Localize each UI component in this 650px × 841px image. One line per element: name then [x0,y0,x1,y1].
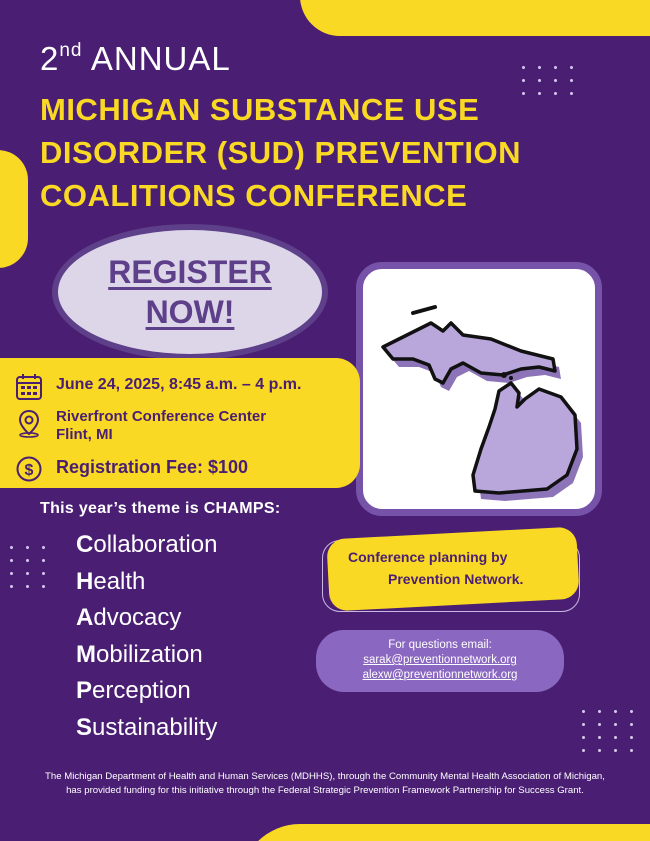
contact-box [316,630,564,692]
registration-fee: Registration Fee: $100 [56,457,249,477]
event-date-row [14,372,301,402]
champs-item: Mobilization [76,640,203,668]
event-venue-text [56,408,266,444]
champs-item: Perception [76,677,191,705]
decorative-shape-left [0,150,28,268]
champs-item: Advocacy [76,604,182,632]
funding-disclaimer: The Michigan Department of Health and Human Services (MDHHS), through the Community Mental Health Association of Michigan, has provided funding for this initiative through the Federal Strategic Prevention Framework Partnership for Success Grant. [45,771,605,796]
champs-item: Sustainability [76,713,218,741]
planning-line: Conference planning by [348,549,508,565]
champs-item: Collaboration [76,531,218,558]
event-venue-row [14,408,266,444]
event-date-text: June 24, 2025, 8:45 a.m. – 4 p.m. [56,376,302,393]
register-line: NOW! [145,294,235,330]
location-pin-icon [14,408,44,438]
conference-title [40,88,580,217]
contact-label: For questions email: [388,639,492,651]
decorative-dots [0,546,46,588]
michigan-map-card [356,262,602,516]
edition-word: ANNUAL [90,40,231,77]
champs-list [76,527,217,747]
planning-credit [340,546,560,590]
decorative-shape-top [300,0,650,36]
title-line: DISORDER (SUD) PREVENTION [40,135,521,170]
event-fee-row [14,454,248,484]
venue-city: Flint, MI [56,426,113,443]
planning-line: Prevention Network. [388,571,524,587]
register-now-button[interactable] [52,224,328,360]
theme-intro: This year’s theme is CHAMPS: [40,500,281,517]
decorative-dots [582,710,634,752]
title-line: COALITIONS CONFERENCE [40,178,468,213]
register-line: REGISTER [108,254,272,290]
michigan-map-icon [371,279,587,501]
edition-heading [40,40,231,78]
champs-item: Health [76,567,146,595]
edition-number: 2 [40,40,60,77]
svg-text:$: $ [24,462,34,479]
calendar-icon [14,372,44,402]
email-link[interactable]: alexw@preventionnetwork.org [362,669,518,681]
email-link[interactable]: sarak@preventionnetwork.org [363,654,517,666]
dollar-icon [14,454,44,484]
venue-name: Riverfront Conference Center [56,408,267,425]
edition-suffix: nd [59,40,83,61]
decorative-shape-bottom [240,824,650,841]
title-line: MICHIGAN SUBSTANCE USE [40,92,480,127]
